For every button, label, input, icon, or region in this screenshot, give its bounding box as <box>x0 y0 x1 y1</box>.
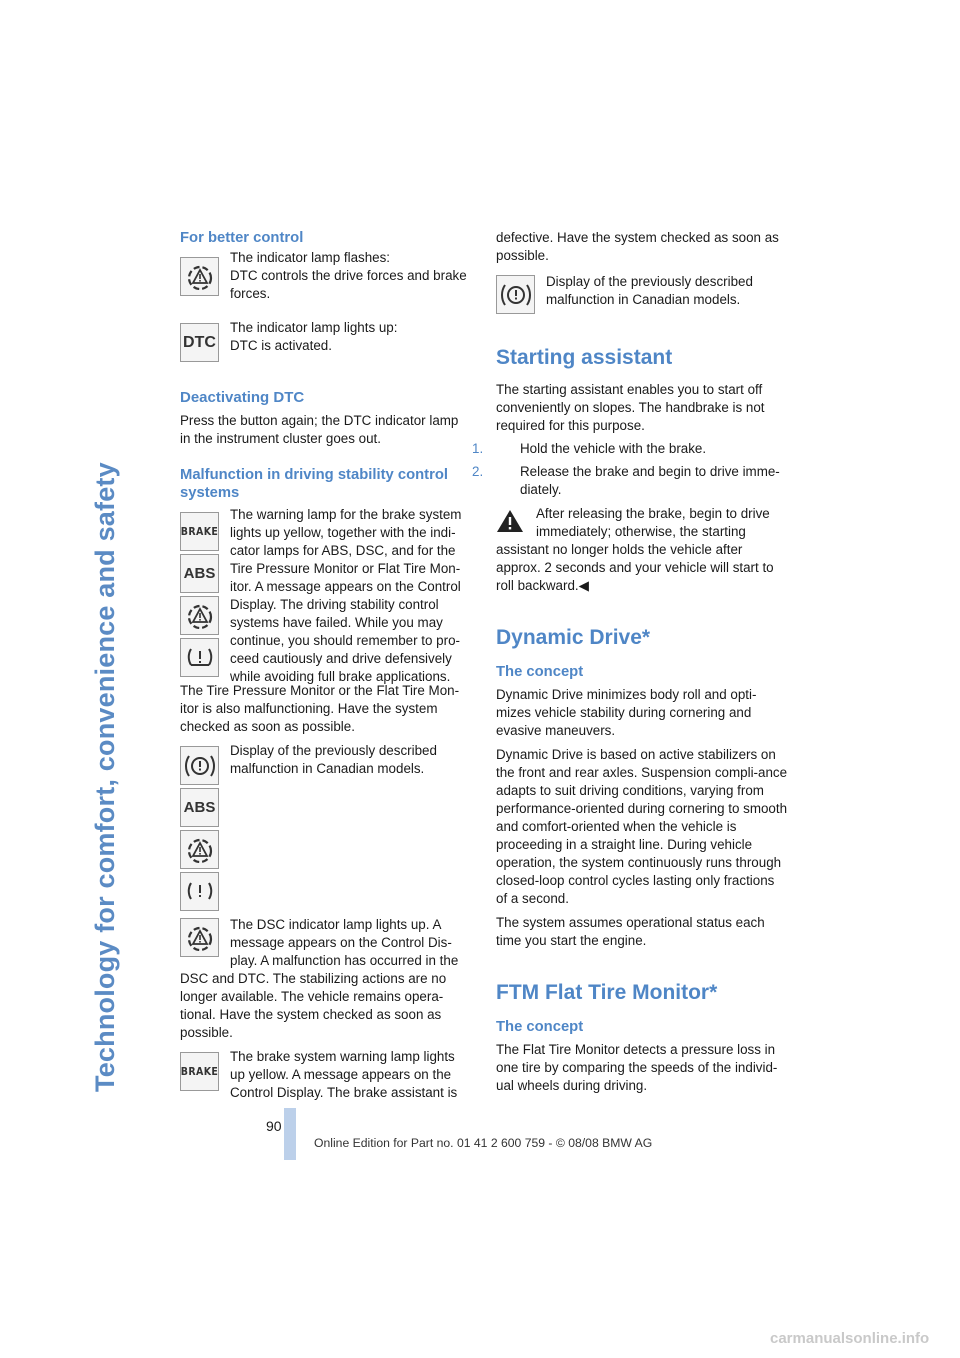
warning-triangle-icon <box>496 509 524 538</box>
watermark: carmanualsonline.info <box>770 1330 930 1347</box>
starting-warning-block <box>496 505 788 541</box>
dsc-warning-triangle-icon-2 <box>180 596 219 635</box>
heading-malfunction: Malfunction in driving stability control systems <box>180 467 448 501</box>
dtc-lit-block <box>180 319 470 369</box>
malfunction-text-indented: The warning lamp for the brake system lights up yellow, together with the indi-cator lamps for ABS, DSC, and for the Tire Pressure Monitor or Flat Tire Mon-itor. A message appears on the Control Display. The driving stability control systems have failed. While you may continue, you should remember to pro-ceed cautiously and drive defensively while avoiding full brake applications. <box>230 507 462 684</box>
brake-assistant-text: The brake system warning lamp lights up yellow. A message appears on the Control Display. The brake assistant is <box>230 1049 458 1100</box>
footer-accent-bar <box>284 1108 296 1160</box>
dtc-flash-block <box>180 249 470 313</box>
dtc-lit-text: The indicator lamp lights up: DTC is activated. <box>230 320 398 353</box>
dsc-text-full: DSC and DTC. The stabilizing actions are no longer available. The vehicle remains opera-tional. Have the system checked as soon as possible. <box>180 971 447 1040</box>
ftm-p1: The Flat Tire Monitor detects a pressure loss in one tire by comparing the speeds of the individ-ual wheels during driving. <box>496 1042 778 1093</box>
dynamic-p1: Dynamic Drive minimizes body roll and opti-mizes vehicle stability during cornering and evasive maneuvers. <box>496 687 757 738</box>
dsc-block <box>180 916 470 970</box>
starting-step-2: 2. Release the brake and begin to drive imme-diately. <box>472 464 780 497</box>
starting-intro: The starting assistant enables you to start off conveniently on slopes. The handbrake is not required for this purpose. <box>496 382 765 433</box>
brake-circle-icon-right <box>496 275 535 314</box>
brake-warning-icon: BRAKE <box>180 512 219 551</box>
starting-step-1: 1. Hold the vehicle with the brake. <box>472 441 707 456</box>
dsc-text-indented: The DSC indicator lamp lights up. A message appears on the Control Dis-play. A malfunction has occurred in the <box>230 917 459 968</box>
deactivating-text: Press the button again; the DTC indicator lamp in the instrument cluster goes out. <box>180 413 459 446</box>
canadian-right-block <box>496 273 788 319</box>
abs-icon: ABS <box>180 554 219 593</box>
footer-edition-text: Online Edition for Part no. 01 41 2 600 759 - © 08/08 BMW AG <box>314 1136 653 1150</box>
dsc-warning-triangle-icon <box>180 257 219 296</box>
malfunction-block <box>180 506 470 686</box>
heading-deactivating-dtc: Deactivating DTC <box>180 389 305 406</box>
page-number: 90 <box>266 1118 282 1134</box>
dtc-indicator-icon: DTC <box>180 323 219 362</box>
brake-assistant-block <box>180 1048 470 1102</box>
dynamic-p2: Dynamic Drive is based on active stabilizers on the front and rear axles. Suspension compli-ance adapts to suit driving conditions, varying from performance-oriented during cornering to smooth and comfort-oriented when the vehicle is proceeding in a straight line. During vehicle operation, the system continuously runs through closed-loop control cycles lasting only fractions of a second. <box>496 747 788 906</box>
canadian-text: Display of the previously described malfunction in Canadian models. <box>230 743 437 776</box>
abs-icon-canada: ABS <box>180 788 219 827</box>
left-column <box>180 229 470 1102</box>
dtc-flash-text: The indicator lamp flashes: DTC controls the drive forces and brake forces. <box>230 250 467 301</box>
dsc-warning-triangle-icon-3 <box>180 830 219 869</box>
side-section-title: Technology for comfort, convenience and safety <box>90 462 120 1092</box>
dsc-warning-triangle-icon-4 <box>180 918 219 957</box>
brake-circle-icon <box>180 746 219 785</box>
brake-warning-icon-2: BRAKE <box>180 1052 219 1091</box>
canadian-block <box>180 742 470 908</box>
starting-warning-full: assistant no longer holds the vehicle after approx. 2 seconds and your vehicle will start to roll backward.◀ <box>496 542 774 593</box>
heading-ftm-concept: The concept <box>496 1019 584 1035</box>
heading-starting-assistant: Starting assistant <box>496 346 673 369</box>
heading-dynamic-concept: The concept <box>496 664 584 680</box>
dynamic-p3: The system assumes operational status each time you start the engine. <box>496 915 765 948</box>
continuation-text: defective. Have the system checked as soon as possible. <box>496 230 779 263</box>
tire-pressure-icon <box>180 638 219 677</box>
canadian-right-text: Display of the previously described malfunction in Canadian models. <box>546 274 753 307</box>
tire-pressure-icon-canada <box>180 872 219 911</box>
heading-dynamic-drive: Dynamic Drive* <box>496 626 651 649</box>
malfunction-text-full: The Tire Pressure Monitor or the Flat Tire Mon-itor is also malfunctioning. Have the system checked as soon as possible. <box>180 683 460 734</box>
starting-warning-indented: After releasing the brake, begin to drive immediately; otherwise, the starting <box>536 506 770 539</box>
heading-for-better-control: For better control <box>180 230 304 246</box>
right-column <box>472 229 788 1095</box>
heading-ftm: FTM Flat Tire Monitor* <box>496 981 718 1004</box>
